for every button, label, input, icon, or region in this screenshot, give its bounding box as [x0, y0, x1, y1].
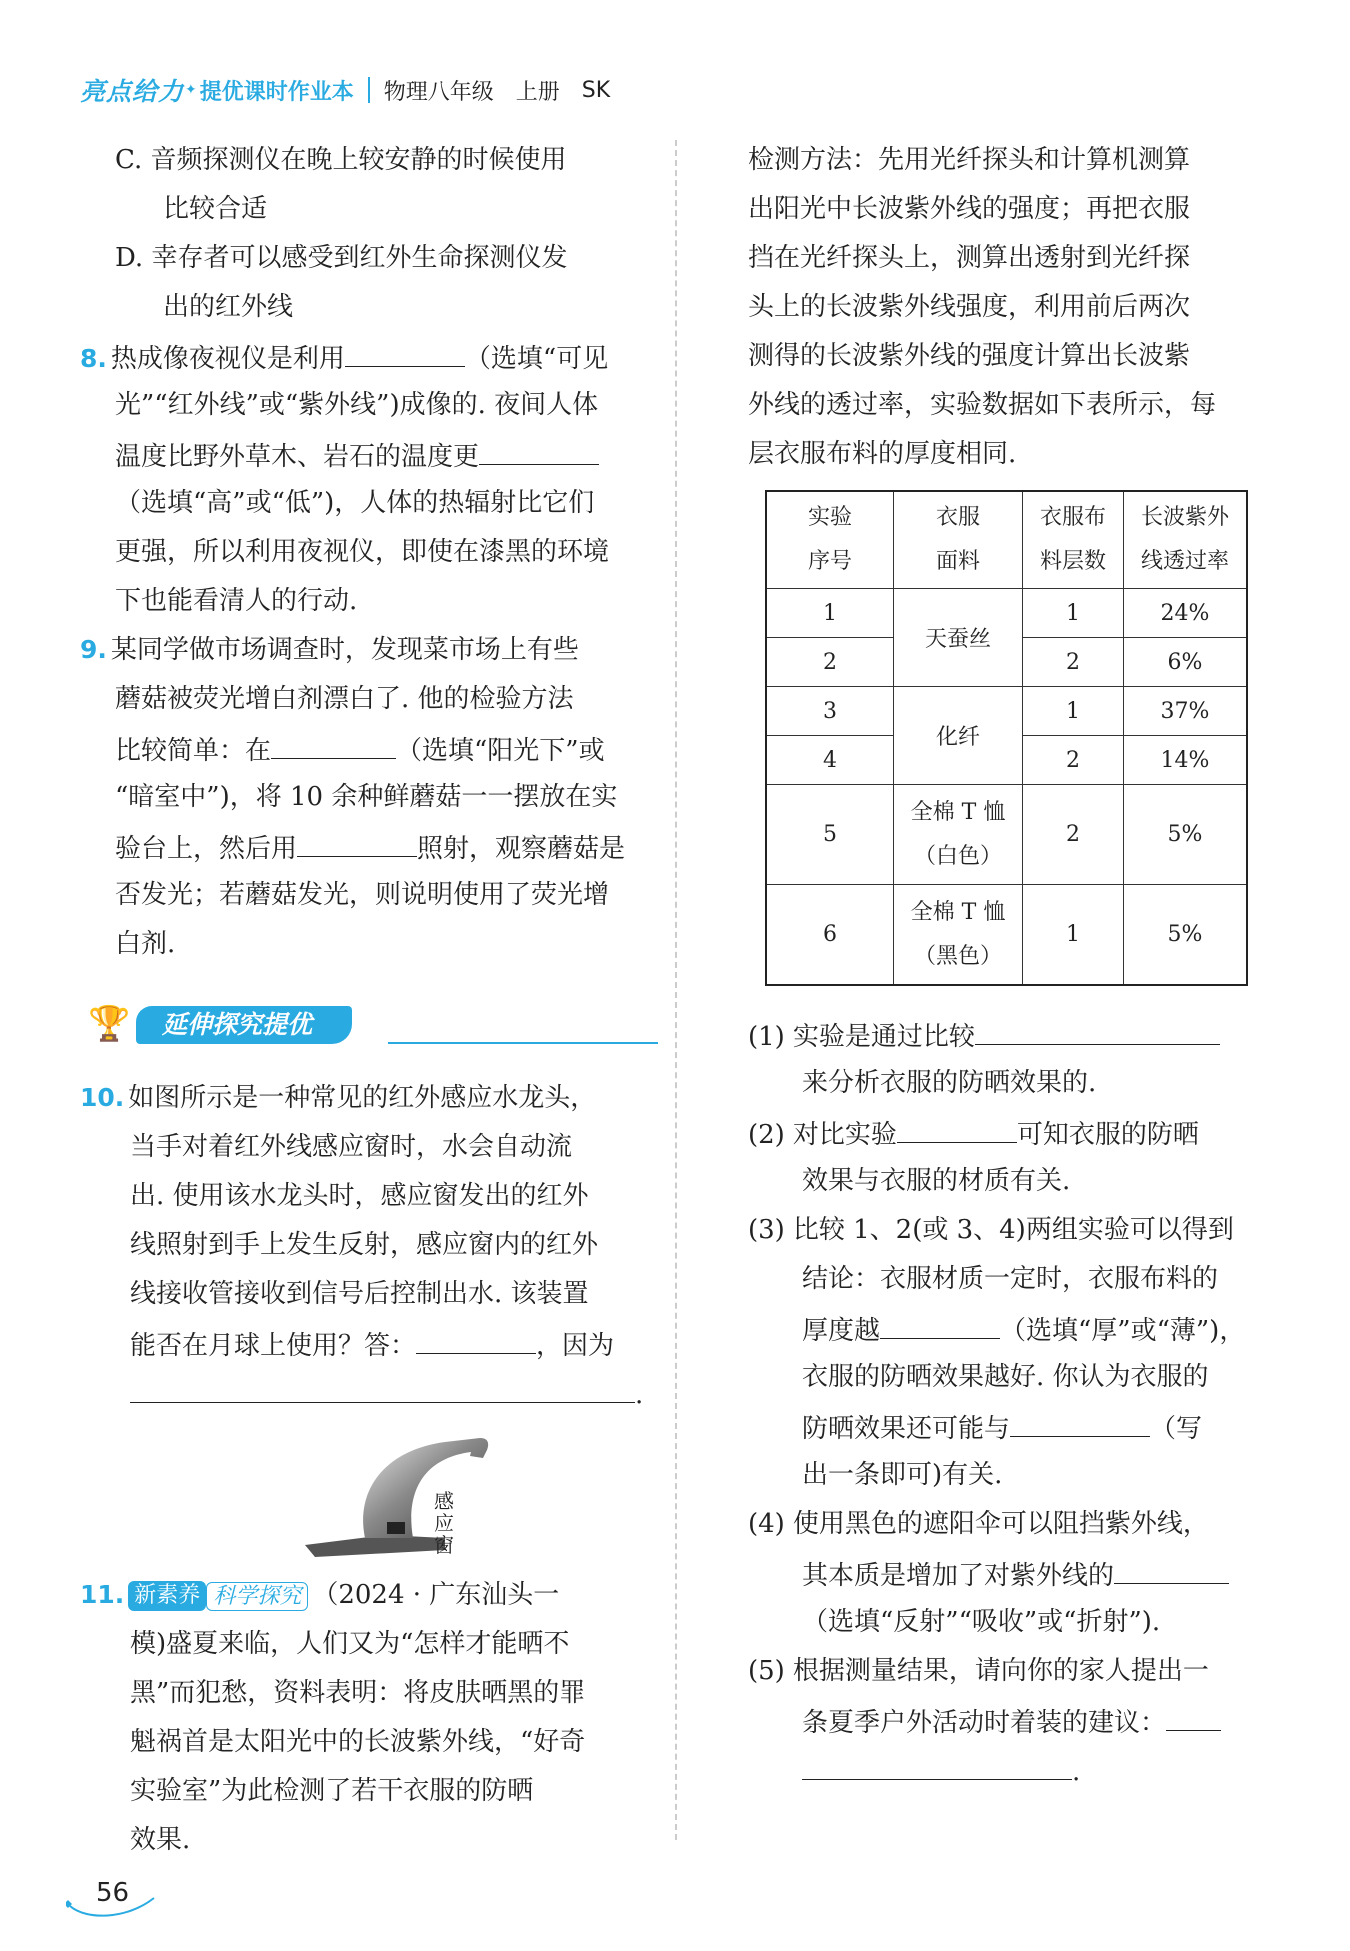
table-row: [766, 589, 1247, 638]
q9-text: （选填“阳光下”或: [396, 736, 605, 766]
q8-blank-2[interactable]: [479, 434, 599, 465]
table-header: [894, 491, 1023, 589]
sub3-number: (3): [748, 1215, 785, 1245]
q9-line5: [115, 826, 625, 866]
q8-line4: [115, 483, 594, 523]
sub3-blank-2[interactable]: [1010, 1406, 1150, 1437]
q8-text: 下也能看清人的行动.: [115, 586, 358, 616]
header-text: 实验: [807, 505, 852, 530]
cell-layers: 2: [1023, 736, 1124, 785]
table-row: [766, 687, 1247, 736]
q8-line1: [80, 336, 608, 376]
sub5-text: 条夏季户外活动时着装的建议：: [802, 1708, 1167, 1738]
sub1-blank[interactable]: [975, 1014, 1220, 1045]
q11-text: 模)盛夏来临，人们又为“怎样才能晒不: [130, 1629, 570, 1659]
q8-text: （选填“可见: [464, 344, 609, 374]
q10-line3: [130, 1176, 589, 1216]
q8-line6: [115, 581, 357, 621]
page-header: [80, 70, 632, 110]
q8-text: （选填“高”或“低”)，人体的热辐射比它们: [115, 488, 595, 518]
header-text: 衣服: [935, 505, 980, 530]
q8-line3: [115, 434, 599, 474]
cell-id: 2: [766, 638, 894, 687]
q10-text: 如图所示是一种常见的红外感应水龙头，: [128, 1083, 597, 1113]
q10-line4: [130, 1225, 598, 1265]
banner-rule: [388, 1042, 658, 1044]
sub4-number: (4): [748, 1509, 785, 1539]
sub5-line1: [748, 1651, 1209, 1691]
table-row: [766, 885, 1247, 986]
cell-rate: 6%: [1124, 638, 1248, 687]
q10-line6: [130, 1323, 614, 1363]
sub3-text: （写: [1150, 1414, 1203, 1444]
q9-text: 白剂.: [115, 929, 176, 959]
q10-line5: [130, 1274, 589, 1314]
cell-id: 5: [766, 785, 894, 885]
sub4-text: 其本质是增加了对紫外线的: [802, 1561, 1115, 1591]
fabric-line: 全棉 T 恤: [910, 799, 1006, 825]
section-title: 延伸探究提优: [136, 1006, 352, 1044]
q10-text: 出. 使用该水龙头时，感应窗发出的红外: [130, 1181, 589, 1211]
q11-line6: [130, 1820, 190, 1860]
q8-text: 热成像夜视仪是利用: [110, 344, 345, 374]
cell-fabric: [894, 785, 1023, 885]
q10-blank-2[interactable]: [130, 1372, 635, 1403]
header-text: 衣服布: [1039, 505, 1106, 530]
q10-text: .: [635, 1380, 644, 1410]
sensor-faucet-icon: [295, 1420, 515, 1560]
sub3-line2: 结论：衣服材质一定时，衣服布料的: [802, 1264, 1219, 1294]
sub1-line2: 来分析衣服的防晒效果的.: [802, 1068, 1097, 1098]
q7-option-c-line1: C. 音频探测仪在晚上较安静的时候使用: [115, 145, 567, 175]
cell-rate: 24%: [1124, 589, 1248, 638]
q7-option-d-line1: D. 幸存者可以感受到红外生命探测仪发: [115, 243, 568, 273]
q11-line2: [130, 1624, 569, 1664]
cell-layers: 1: [1023, 885, 1124, 986]
q10-line7: [130, 1372, 643, 1412]
q10-text: 能否在月球上使用？答：: [130, 1331, 417, 1361]
sub1-line1: [748, 1014, 1220, 1054]
cell-id: 6: [766, 885, 894, 986]
column-divider: [675, 140, 677, 1840]
q11-text: 实验室”为此检测了若干衣服的防晒: [130, 1776, 534, 1806]
subject-label: 物理八年级: [383, 79, 494, 105]
cell-layers: 2: [1023, 785, 1124, 885]
sub2-text: 可知衣服的防晒: [1016, 1120, 1199, 1150]
q11-text: 效果.: [130, 1825, 191, 1855]
sub1-number: (1): [748, 1022, 785, 1052]
q11-line5: [130, 1771, 533, 1811]
sub3-line3: [802, 1308, 1245, 1348]
sub5-line2: [802, 1700, 1221, 1740]
sub4-line1: [748, 1504, 1209, 1544]
intro-line: 外线的透过率，实验数据如下表所示，每: [748, 390, 1217, 420]
cell-fabric: 天蚕丝: [894, 589, 1023, 687]
q9-text: 验台上，然后用: [115, 834, 298, 864]
sub5-line3: [802, 1749, 1080, 1789]
header-text: 面料: [935, 549, 980, 574]
intro-line: 挡在光纤探头上，测算出透射到光纤探: [748, 243, 1191, 273]
q7-option-c: [115, 140, 567, 180]
sub3-text: （选填“厚”或“薄”)，: [1000, 1316, 1246, 1346]
sub4-blank[interactable]: [1114, 1553, 1229, 1584]
sub5-blank-1[interactable]: [1166, 1700, 1221, 1731]
q10-text: 线接收管接收到信号后控制出水. 该装置: [130, 1279, 589, 1309]
q10-text: ，因为: [536, 1331, 615, 1361]
q9-text: 比较简单：在: [115, 736, 272, 766]
q8-line5: [115, 532, 609, 572]
table-row: [766, 785, 1247, 885]
q7-option-c-line2: 比较合适: [163, 194, 268, 224]
intro-line: 层衣服布料的厚度相同.: [748, 439, 1017, 469]
cell-layers: 1: [1023, 687, 1124, 736]
sub2-line2: 效果与衣服的材质有关.: [802, 1166, 1071, 1196]
cell-id: 1: [766, 589, 894, 638]
q9-text: 否发光；若蘑菇发光，则说明使用了荧光增: [115, 880, 610, 910]
header-text: 线透过率: [1140, 549, 1229, 574]
edition-label: SK: [581, 77, 611, 103]
q10-text: 线照射到手上发生反射，感应窗内的红外: [130, 1230, 599, 1260]
q10-number: 10.: [80, 1083, 125, 1112]
q9-blank-2[interactable]: [297, 826, 417, 857]
q8-line2: [115, 385, 598, 425]
cell-rate: 14%: [1124, 736, 1248, 785]
sensor-window-label: 感应窗: [434, 1489, 454, 1557]
cell-id: 4: [766, 736, 894, 785]
new-literacy-badge: 新素养: [128, 1581, 206, 1611]
q10-line1: [80, 1078, 596, 1118]
sub3-text: 厚度越: [802, 1316, 881, 1346]
q9-text: 照射，观察蘑菇是: [417, 834, 626, 864]
q9-blank-1[interactable]: [271, 728, 396, 759]
q11-line1: [80, 1575, 559, 1615]
sub2-number: (2): [748, 1120, 785, 1150]
sub5-text: .: [1072, 1757, 1081, 1787]
q11-line3: [130, 1673, 585, 1713]
section-banner: [88, 1000, 658, 1048]
q9-line2: [115, 679, 574, 719]
q9-line7: [115, 924, 175, 964]
sub3-text: 比较 1、2(或 3、4)两组实验可以得到: [792, 1215, 1234, 1245]
sub4-text: 使用黑色的遮阳伞可以阻挡紫外线，: [792, 1509, 1209, 1539]
fabric-line: （白色）: [913, 843, 1002, 869]
cell-rate: 5%: [1124, 785, 1248, 885]
q11-text: 魁祸首是太阳光中的长波紫外线，“好奇: [130, 1727, 586, 1757]
q9-line4: [115, 777, 617, 817]
q9-number: 9.: [80, 635, 107, 664]
volume-label: 上册: [515, 79, 560, 105]
sub5-number: (5): [748, 1656, 785, 1686]
series-title: 提优课时作业本: [199, 79, 354, 105]
q9-line3: [115, 728, 605, 768]
sub2-text: 对比实验: [792, 1120, 897, 1150]
q10-text: 当手对着红外线感应窗时，水会自动流: [130, 1132, 573, 1162]
table-header: [1124, 491, 1248, 589]
cell-rate: 5%: [1124, 885, 1248, 986]
intro-line: 测得的长波紫外线的强度计算出长波紫: [748, 341, 1191, 371]
sub1-text: 实验是通过比较: [792, 1022, 975, 1052]
trophy-icon: 🏆: [88, 1004, 131, 1044]
cell-rate: 37%: [1124, 687, 1248, 736]
q11-text: （2024 · 广东汕头一: [312, 1580, 560, 1610]
q7-option-d-line2: 出的红外线: [163, 292, 294, 322]
cell-fabric: 化纤: [894, 687, 1023, 785]
header-text: 序号: [807, 549, 852, 574]
cell-layers: 1: [1023, 589, 1124, 638]
sub4-line3: （选填“反射”“吸收”或“折射”).: [802, 1607, 1161, 1637]
intro-line: 出阳光中长波紫外线的强度；再把衣服: [748, 194, 1191, 224]
sub3-text: 防晒效果还可能与: [802, 1414, 1011, 1444]
q8-blank-1[interactable]: [345, 336, 465, 367]
q11-number: 11.: [80, 1580, 125, 1609]
header-text: 料层数: [1039, 549, 1106, 574]
q7-option-c-cont: [163, 189, 267, 229]
cell-id: 3: [766, 687, 894, 736]
sub2-blank[interactable]: [897, 1112, 1017, 1143]
q9-line6: [115, 875, 609, 915]
sub5-blank-2[interactable]: [802, 1749, 1072, 1780]
header-text: 长波紫外: [1140, 505, 1229, 530]
sub3-blank-1[interactable]: [880, 1308, 1000, 1339]
faucet-figure: [295, 1420, 515, 1560]
table-header: [766, 491, 894, 589]
q11-line4: [130, 1722, 585, 1762]
q8-text: 光”“红外线”或“紫外线”)成像的. 夜间人体: [115, 390, 599, 420]
sub3-line1: [748, 1210, 1234, 1250]
sub3-line6: 出一条即可)有关.: [802, 1460, 1003, 1490]
q7-option-d: [115, 238, 567, 278]
intro-line: 头上的长波紫外线强度，利用前后两次: [748, 292, 1191, 322]
data-table: [765, 490, 1248, 986]
q9-text: 蘑菇被荧光增白剂漂白了. 他的检验方法: [115, 684, 574, 714]
cell-fabric: [894, 885, 1023, 986]
star-icon: ✦: [185, 82, 197, 98]
sub3-line5: [802, 1406, 1202, 1446]
page-number: 56: [96, 1878, 130, 1908]
intro-line: 检测方法：先用光纤探头和计算机测算: [748, 145, 1191, 175]
q10-line2: [130, 1127, 572, 1167]
table-header-row: [766, 491, 1247, 589]
q8-number: 8.: [80, 344, 107, 373]
sub5-text: 根据测量结果，请向你的家人提出一: [792, 1656, 1209, 1686]
fabric-line: 全棉 T 恤: [910, 899, 1006, 925]
q8-text: 更强，所以利用夜视仪，即使在漆黑的环境: [115, 537, 610, 567]
q11-text: 黑”而犯愁，资料表明：将皮肤晒黑的罪: [130, 1678, 586, 1708]
sub3-line4: 衣服的防晒效果越好. 你认为衣服的: [802, 1362, 1209, 1392]
sub2-line1: [748, 1112, 1199, 1152]
q10-blank-1[interactable]: [416, 1323, 536, 1354]
fabric-line: （黑色）: [913, 943, 1002, 969]
cell-layers: 2: [1023, 638, 1124, 687]
header-divider: [368, 77, 370, 103]
q9-text: 某同学做市场调查时，发现菜市场上有些: [110, 635, 579, 665]
q7-option-d-cont: [163, 287, 293, 327]
table-header: [1023, 491, 1124, 589]
brand-logo: 亮点给力: [80, 77, 185, 106]
science-inquiry-badge: 科学探究: [206, 1582, 308, 1611]
q8-text: 温度比野外草木、岩石的温度更: [115, 442, 480, 472]
sub4-line2: [802, 1553, 1229, 1593]
q9-text: “暗室中”)，将 10 余种鲜蘑菇一一摆放在实: [115, 782, 618, 812]
q9-line1: [80, 630, 579, 670]
